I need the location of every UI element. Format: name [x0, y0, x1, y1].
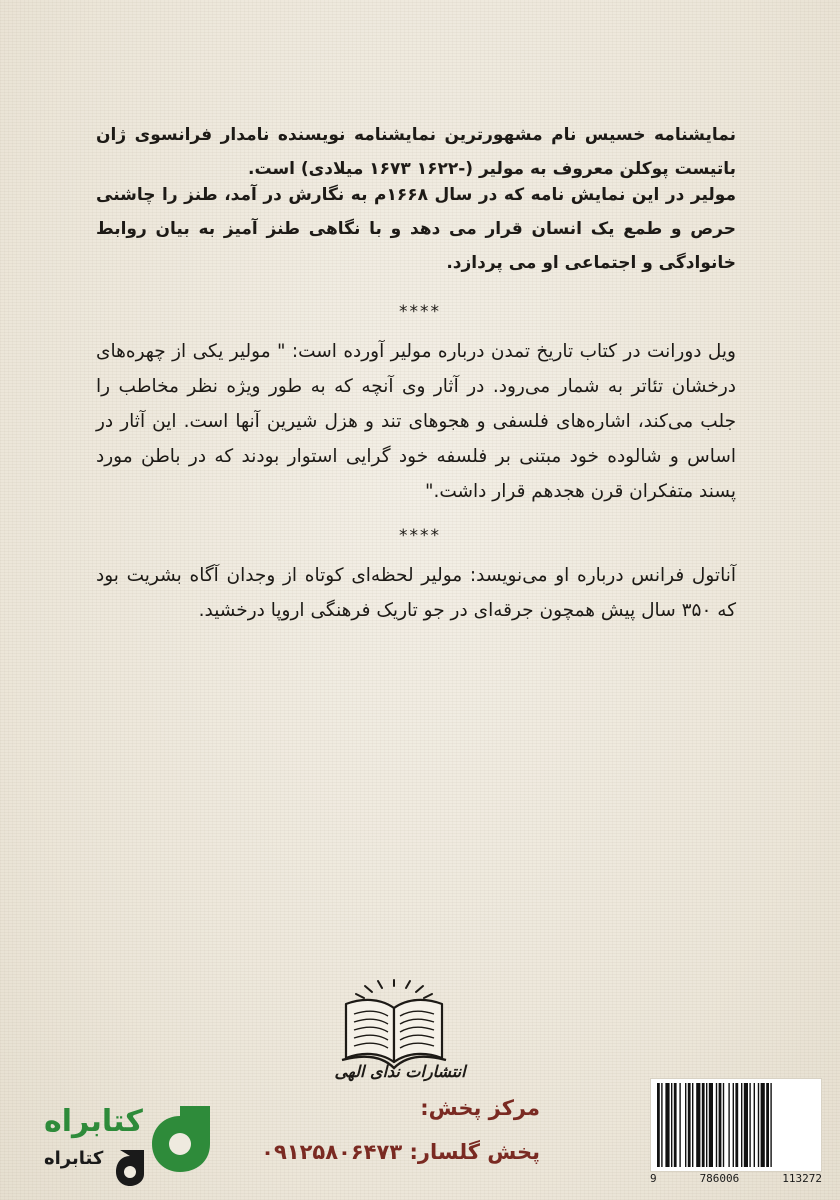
section-separator: ****: [399, 302, 441, 322]
barcode-bar: [688, 1083, 691, 1167]
barcode-bar: [661, 1083, 662, 1167]
barcode-bar: [685, 1083, 686, 1167]
anatole-france-paragraph: آناتول فرانس درباره او می‌نویسد: مولیر لحظه‌ای کوتاه از وجدان آگاه بشریت بود که ۳۵۰ سال پیش همچون جرقه‌ای در جو تاریک فرهنگی اروپا درخشید.: [96, 565, 736, 621]
barcode-bar: [671, 1083, 672, 1167]
watermark-brand-text: کتابراه: [44, 1104, 143, 1139]
isbn-prefix: 9: [650, 1172, 657, 1185]
barcode-bar: [749, 1083, 750, 1167]
publisher-name: انتشارات ندای الهی: [334, 1062, 466, 1081]
watermark-brand-text-small: کتابراه: [44, 1148, 104, 1169]
distribution-phone: پخش گلسار: ۰۹۱۲۵۸۰۶۴۷۳: [261, 1140, 540, 1164]
barcode-bar: [696, 1083, 700, 1167]
barcode-bar: [719, 1083, 722, 1167]
section-separator: ****: [399, 526, 441, 546]
barcode-bar: [733, 1083, 734, 1167]
distribution-heading: مرکز پخش:: [420, 1096, 540, 1120]
barcode-bar: [674, 1083, 677, 1167]
isbn-group-1: 786006: [699, 1172, 740, 1185]
barcode-bar: [723, 1083, 724, 1167]
barcode-bar: [657, 1083, 660, 1167]
isbn-group-2: 113272: [782, 1172, 822, 1185]
isbn-number: [650, 1172, 822, 1190]
barcode-bar: [702, 1083, 705, 1167]
barcode-bar: [692, 1083, 693, 1167]
barcode-bar: [761, 1083, 765, 1167]
barcode-bar: [706, 1083, 707, 1167]
barcode-bar: [679, 1083, 680, 1167]
isbn-barcode: [650, 1078, 822, 1172]
barcode-bar: [744, 1083, 748, 1167]
barcode-bar: [735, 1083, 738, 1167]
barcode-bar: [716, 1083, 717, 1167]
blurb-paragraph-1: نمایشنامه خسیس نام مشهورترین نمایشنامه نویسنده نامدار فرانسوی ژان باتیست پوکلن معروف به مولیر (-۱۶۲۲ ۱۶۷۳ میلادی) است.: [96, 125, 736, 179]
barcode-bar: [728, 1083, 729, 1167]
barcode-bar: [709, 1083, 713, 1167]
barcode-bar: [770, 1083, 771, 1167]
durant-quote-paragraph: ویل دورانت در کتاب تاریخ تمدن درباره مولیر آورده است: " مولیر یکی از چهره‌های درخشان تئاتر به شمار می‌رود. در آثار وی آنچه که به طور ویژه نظر مخاطب را جلب می‌کند، اشاره‌های فلسفی و هجوهای تند و هزل شیرین آنها است. این آثار در اساس و شالوده خود مبتنی بر فلسفه خود گرایی استوار بودند که در باطن مورد پسند متفکران قرن هجدهم قرار داشت.": [96, 341, 736, 502]
barcode-bar: [754, 1083, 755, 1167]
blurb-paragraph-2: مولیر در این نمایش نامه که در سال ۱۶۶۸م به نگارش در آمد، طنز را چاشنی حرص و طمع یک انسان قرار می دهد و با نگاهی طنز آمیز به بیان روابط خانوادگی و اجتماعی او می پردازد.: [96, 185, 736, 273]
barcode-bar: [741, 1083, 742, 1167]
barcode-bar: [665, 1083, 669, 1167]
barcode-bar: [766, 1083, 769, 1167]
barcode-bar: [758, 1083, 759, 1167]
